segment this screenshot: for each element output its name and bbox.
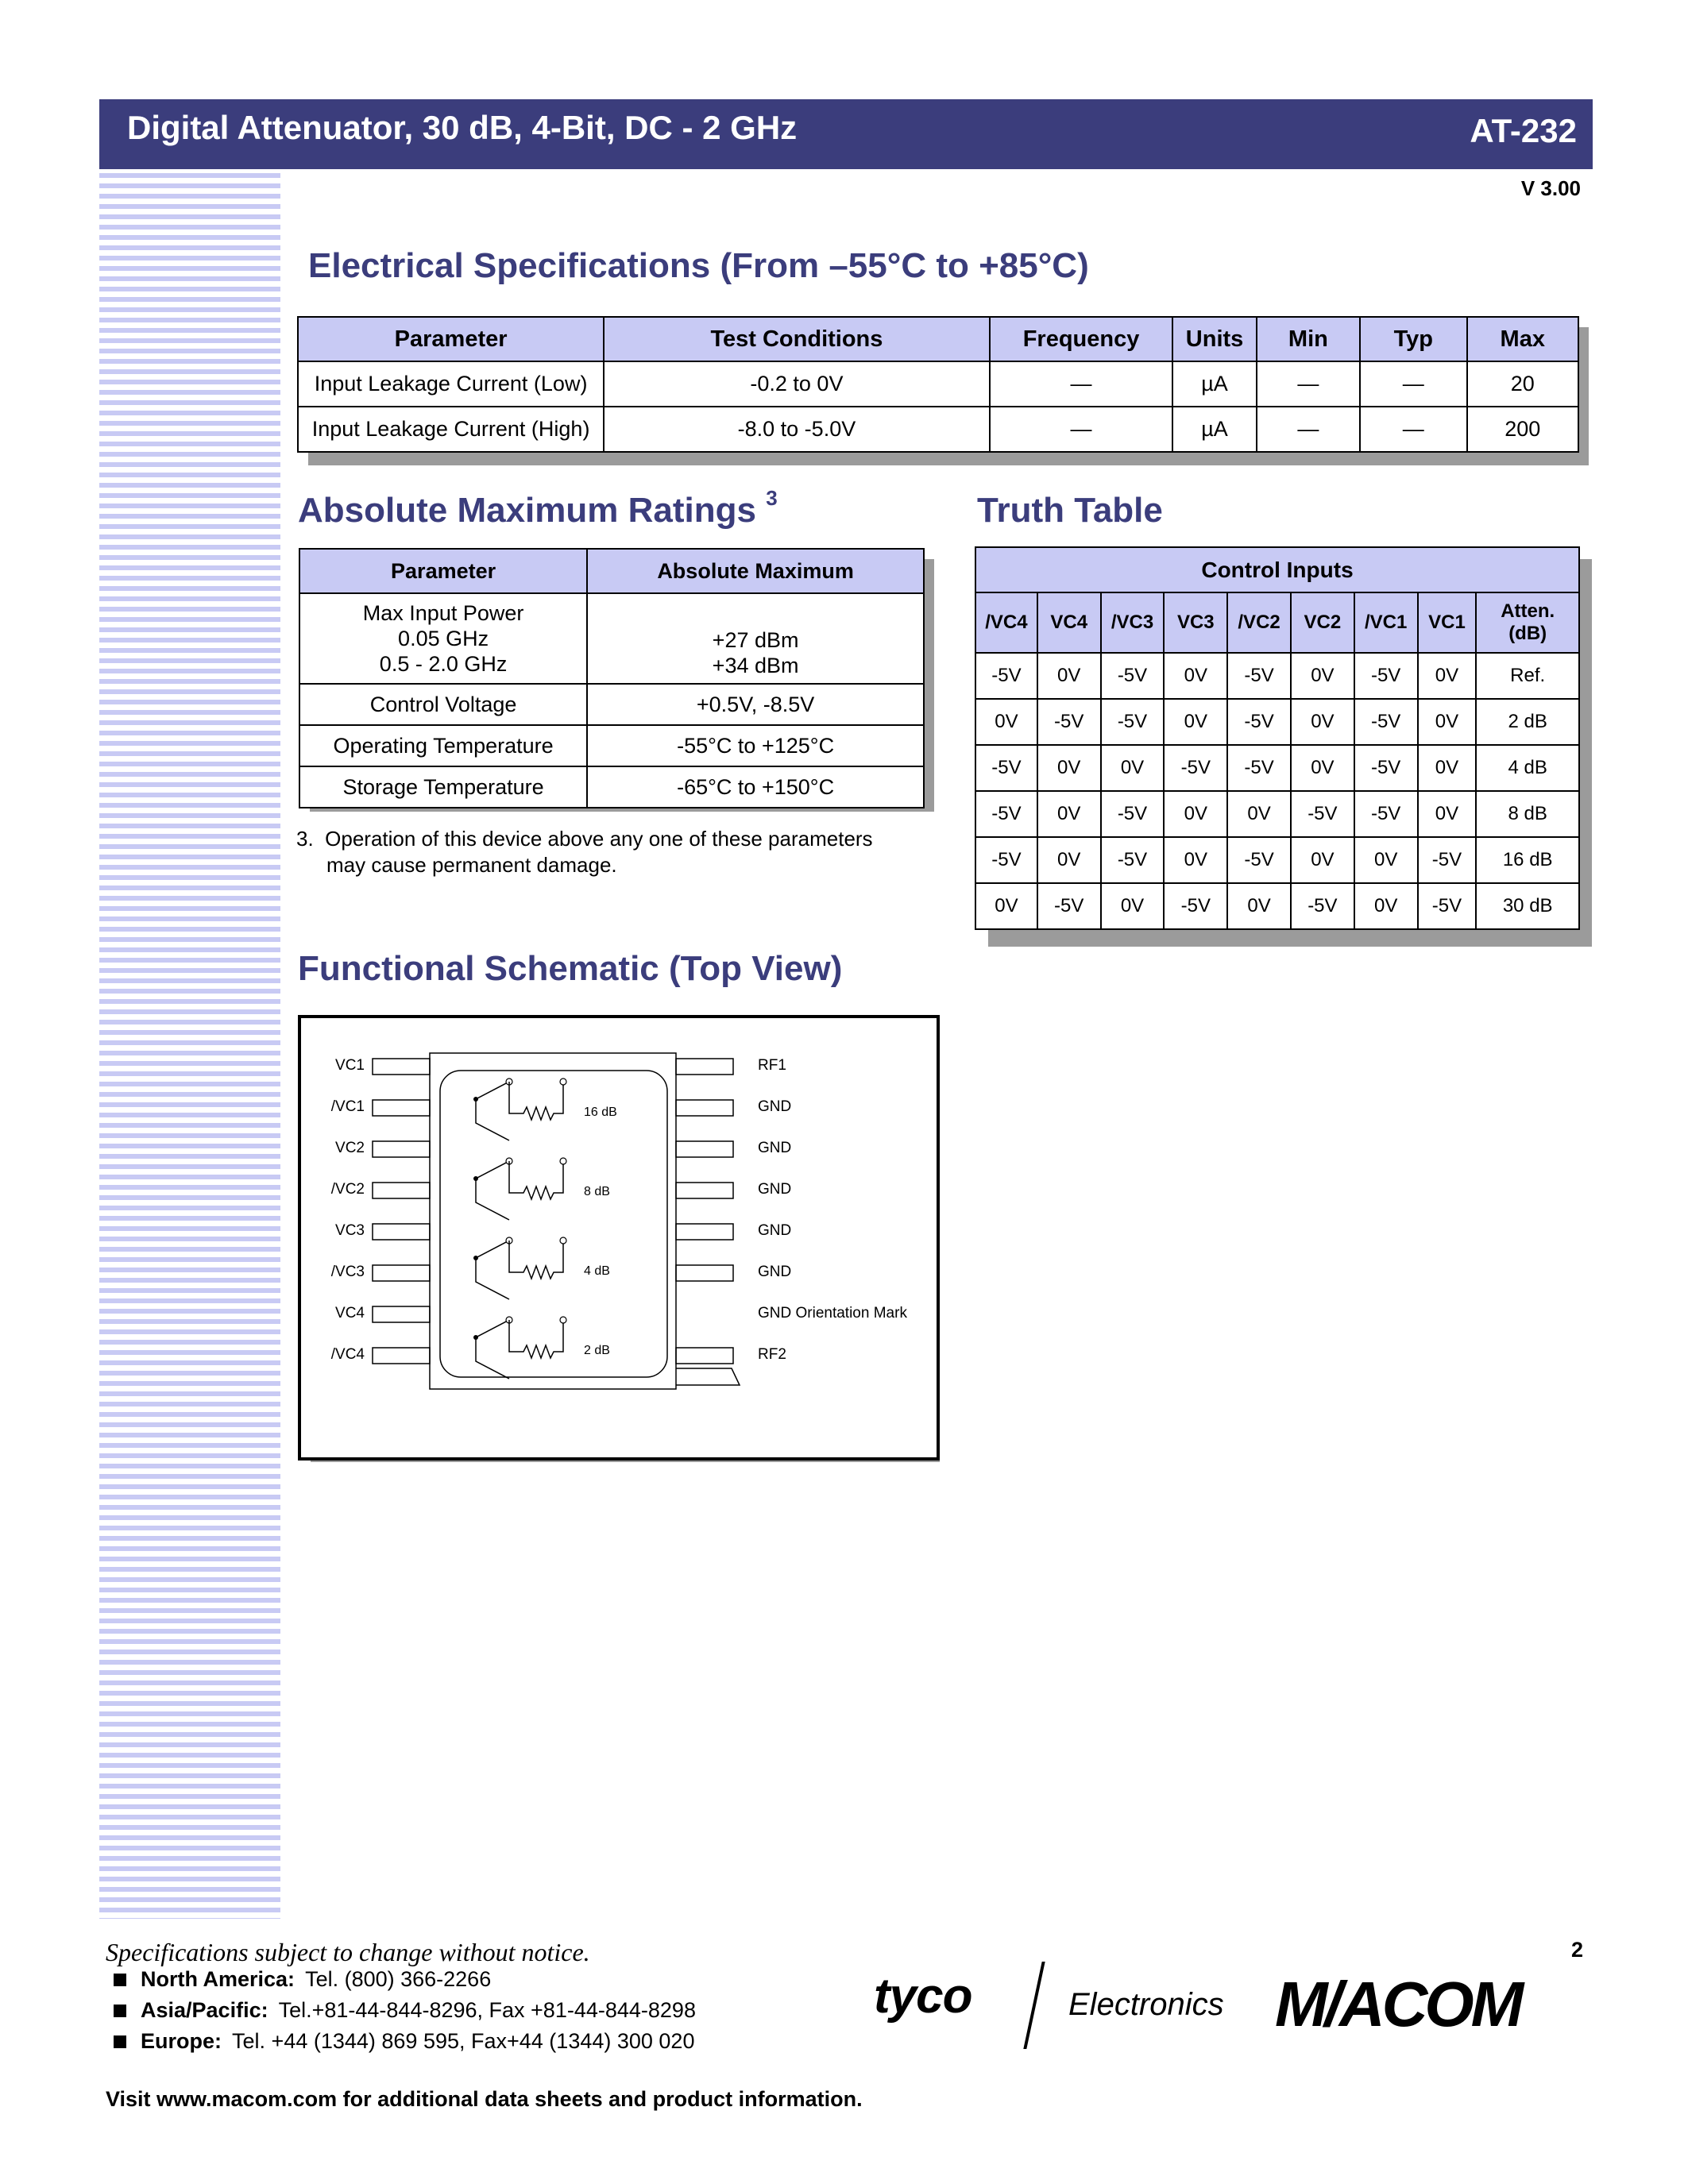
table-cell: 0V bbox=[1227, 883, 1291, 929]
table-cell: 4 dB bbox=[1476, 745, 1579, 791]
pin-pad bbox=[676, 1100, 733, 1116]
table-cell: 0V bbox=[1164, 837, 1227, 883]
table-cell: µA bbox=[1172, 407, 1256, 452]
pin-pad bbox=[373, 1183, 430, 1198]
functional-schematic bbox=[298, 1015, 940, 1461]
bullet-square-icon bbox=[114, 1974, 126, 1986]
table-cell: µA bbox=[1172, 361, 1256, 407]
pin-label: VC1 bbox=[335, 1057, 365, 1074]
pin-label: /VC2 bbox=[330, 1181, 365, 1198]
col-header: VC4 bbox=[1037, 592, 1101, 653]
table-cell: 0V bbox=[1037, 837, 1101, 883]
table-cell: -5V bbox=[1418, 837, 1477, 883]
switch-node bbox=[473, 1335, 478, 1340]
pin-pad bbox=[676, 1059, 733, 1075]
table-cell: -5V bbox=[1291, 791, 1354, 837]
page-number: 2 bbox=[1571, 1938, 1584, 1962]
switch-node bbox=[473, 1097, 478, 1102]
col-header: /VC3 bbox=[1101, 592, 1165, 653]
table-cell bbox=[299, 593, 587, 684]
table-cell: -5V bbox=[1101, 837, 1165, 883]
table-row bbox=[975, 699, 1579, 745]
table-cell: 30 dB bbox=[1476, 883, 1579, 929]
table-cell: -5V bbox=[1164, 745, 1227, 791]
table-cell: -5V bbox=[975, 745, 1037, 791]
table-row bbox=[299, 766, 924, 808]
table-cell: 0V bbox=[1418, 653, 1477, 699]
table-cell: 0V bbox=[1354, 837, 1418, 883]
pin-label: GND bbox=[758, 1140, 792, 1156]
table-cell: -5V bbox=[1227, 699, 1291, 745]
table-cell: Control Voltage bbox=[299, 684, 587, 725]
resistor-icon bbox=[509, 1082, 563, 1120]
pin-label: RF2 bbox=[758, 1346, 786, 1363]
contact-europe bbox=[114, 2029, 694, 2054]
atten-col-header bbox=[1476, 592, 1579, 653]
col-header: /VC4 bbox=[975, 592, 1037, 653]
left-pins bbox=[373, 1059, 430, 1364]
table-cell: 0V bbox=[1101, 883, 1165, 929]
table-cell: 0V bbox=[1291, 699, 1354, 745]
macom-logo: M/ACOM bbox=[1275, 1969, 1521, 2039]
tyco-logo: tyco bbox=[874, 1969, 972, 2024]
table-cell: -5V bbox=[1227, 837, 1291, 883]
table-cell: 2 dB bbox=[1476, 699, 1579, 745]
table-cell: -5V bbox=[1354, 653, 1418, 699]
truth-header-row bbox=[975, 592, 1579, 653]
table-cell: -5V bbox=[1227, 653, 1291, 699]
pin-pad bbox=[373, 1265, 430, 1281]
table-cell: -5V bbox=[1101, 699, 1165, 745]
table-cell: 0V bbox=[1418, 699, 1477, 745]
switch-path bbox=[476, 1320, 509, 1379]
pin-pad bbox=[676, 1224, 733, 1240]
col-header: Parameter bbox=[298, 317, 604, 361]
atten-header-line: Atten. bbox=[1501, 600, 1555, 622]
table-cell: 0V bbox=[975, 883, 1037, 929]
title-bar bbox=[99, 99, 1593, 169]
param-line: Max Input Power bbox=[362, 601, 524, 625]
switch-path bbox=[476, 1161, 509, 1220]
attenuator-stages bbox=[473, 1078, 566, 1379]
bullet-square-icon bbox=[114, 2005, 126, 2017]
electrical-specs-table bbox=[297, 316, 1579, 453]
resistor-icon bbox=[509, 1161, 563, 1199]
table-cell: -5V bbox=[1101, 653, 1165, 699]
table-cell: -5V bbox=[1227, 745, 1291, 791]
logo-divider bbox=[1023, 1962, 1045, 2049]
footnote-text: may cause permanent damage. bbox=[326, 853, 617, 877]
pin-label: GND Orientation Mark bbox=[758, 1305, 907, 1322]
table-cell: — bbox=[990, 407, 1173, 452]
switch-node bbox=[473, 1256, 478, 1260]
table-row bbox=[298, 361, 1578, 407]
contact-info: Tel. +44 (1344) 869 595, Fax+44 (1344) 300 020 bbox=[232, 2029, 695, 2053]
table-row bbox=[299, 593, 924, 684]
table-cell: -0.2 to 0V bbox=[604, 361, 990, 407]
electrical-specs-heading: Electrical Specifications (From –55°C to +85°C) bbox=[308, 246, 1089, 285]
table-cell: 16 dB bbox=[1476, 837, 1579, 883]
pin-label: GND bbox=[758, 1222, 792, 1239]
contact-region: North America: bbox=[141, 1967, 295, 1991]
notice-text: Specifications subject to change without notice. bbox=[106, 1938, 590, 1966]
stage-label: 16 dB bbox=[584, 1106, 617, 1119]
resistor-node bbox=[560, 1317, 566, 1323]
table-cell: 0V bbox=[1291, 653, 1354, 699]
part-number: AT-232 bbox=[1470, 112, 1577, 149]
footnote-text: Operation of this device above any one of these parameters bbox=[325, 827, 873, 851]
table-cell: -5V bbox=[1037, 699, 1101, 745]
pin-label: /VC3 bbox=[330, 1264, 365, 1280]
electronics-logo-text: Electronics bbox=[1068, 1987, 1224, 2022]
table-cell: Input Leakage Current (Low) bbox=[298, 361, 604, 407]
contact-info: Tel. (800) 366-2266 bbox=[305, 1967, 492, 1991]
bullet-square-icon bbox=[114, 2035, 126, 2048]
right-pins bbox=[676, 1059, 733, 1364]
table-cell: -8.0 to -5.0V bbox=[604, 407, 990, 452]
table-cell: 0V bbox=[1037, 745, 1101, 791]
table-cell: 0V bbox=[1101, 745, 1165, 791]
table-cell: 0V bbox=[1291, 837, 1354, 883]
table-cell: 20 bbox=[1467, 361, 1579, 407]
value-line: +34 dBm bbox=[712, 654, 799, 677]
table-row bbox=[298, 407, 1578, 452]
table-cell: — bbox=[990, 361, 1173, 407]
table-cell: 0V bbox=[1164, 653, 1227, 699]
truth-body bbox=[975, 653, 1579, 929]
table-cell: -5V bbox=[1354, 745, 1418, 791]
resistor-node bbox=[560, 1237, 566, 1244]
abs-max-heading-text: Absolute Maximum Ratings bbox=[298, 491, 756, 530]
table-cell: 0V bbox=[1164, 791, 1227, 837]
table-row bbox=[975, 791, 1579, 837]
table-cell: -5V bbox=[1418, 883, 1477, 929]
pin-label: GND bbox=[758, 1098, 792, 1115]
resistor-node bbox=[560, 1158, 566, 1164]
pin-pad bbox=[373, 1141, 430, 1157]
switch-path bbox=[476, 1241, 509, 1299]
visit-website-text: Visit www.macom.com for additional data sheets and product information. bbox=[106, 2087, 863, 2111]
table-cell: Input Leakage Current (High) bbox=[298, 407, 604, 452]
table-cell: 0V bbox=[1037, 791, 1101, 837]
col-header: Typ bbox=[1360, 317, 1466, 361]
table-row bbox=[299, 684, 924, 725]
pin-label: VC4 bbox=[335, 1305, 365, 1322]
table-cell: 8 dB bbox=[1476, 791, 1579, 837]
table-cell: — bbox=[1360, 361, 1466, 407]
pin-pad bbox=[676, 1348, 733, 1364]
pin-pad bbox=[373, 1306, 430, 1322]
pin-pad bbox=[676, 1265, 733, 1281]
table-cell: 0V bbox=[1227, 791, 1291, 837]
table-cell: -5V bbox=[1164, 883, 1227, 929]
table-cell: -55°C to +125°C bbox=[587, 725, 924, 766]
table-cell: Operating Temperature bbox=[299, 725, 587, 766]
pin-label: VC2 bbox=[335, 1140, 365, 1156]
table-cell: -65°C to +150°C bbox=[587, 766, 924, 808]
pin-label: GND bbox=[758, 1264, 792, 1280]
table-cell: -5V bbox=[1037, 883, 1101, 929]
pin-pad bbox=[373, 1348, 430, 1364]
param-line: 0.5 - 2.0 GHz bbox=[379, 652, 508, 676]
col-header: Test Conditions bbox=[604, 317, 990, 361]
pin-label: /VC4 bbox=[330, 1346, 365, 1363]
value-line: +27 dBm bbox=[712, 628, 799, 652]
table-cell: -5V bbox=[975, 791, 1037, 837]
table-row bbox=[975, 745, 1579, 791]
table-cell: — bbox=[1257, 407, 1360, 452]
stage-label: 4 dB bbox=[584, 1264, 610, 1278]
schematic-heading: Functional Schematic (Top View) bbox=[298, 949, 843, 988]
table-cell: 0V bbox=[1291, 745, 1354, 791]
table-cell: -5V bbox=[975, 653, 1037, 699]
resistor-node bbox=[560, 1078, 566, 1085]
col-header: Parameter bbox=[299, 549, 587, 593]
orientation-mark bbox=[676, 1368, 740, 1385]
table-cell: +0.5V, -8.5V bbox=[587, 684, 924, 725]
col-header: VC2 bbox=[1291, 592, 1354, 653]
pin-pad bbox=[373, 1224, 430, 1240]
table-cell: — bbox=[1360, 407, 1466, 452]
contact-region: Asia/Pacific: bbox=[141, 1998, 268, 2022]
stage-label: 8 dB bbox=[584, 1185, 610, 1198]
resistor-icon bbox=[509, 1241, 563, 1279]
table-cell: -5V bbox=[975, 837, 1037, 883]
contact-info: Tel.+81-44-844-8296, Fax +81-44-844-8298 bbox=[278, 1998, 696, 2022]
col-header: VC3 bbox=[1164, 592, 1227, 653]
table-row bbox=[299, 725, 924, 766]
switch-node bbox=[473, 1176, 478, 1181]
table-cell: Ref. bbox=[1476, 653, 1579, 699]
control-inputs-header: Control Inputs bbox=[975, 547, 1579, 592]
table-cell: 200 bbox=[1467, 407, 1579, 452]
col-header: VC1 bbox=[1418, 592, 1477, 653]
table-row bbox=[975, 653, 1579, 699]
package-outline bbox=[430, 1053, 676, 1389]
pin-label: RF1 bbox=[758, 1057, 786, 1074]
table-cell: 0V bbox=[1164, 699, 1227, 745]
contact-north-america bbox=[114, 1967, 491, 1992]
table-cell: 0V bbox=[1418, 745, 1477, 791]
schematic-drawing bbox=[301, 1018, 937, 1457]
table-cell: -5V bbox=[1101, 791, 1165, 837]
col-header: /VC2 bbox=[1227, 592, 1291, 653]
col-header: Absolute Maximum bbox=[587, 549, 924, 593]
table-row bbox=[975, 837, 1579, 883]
pin-pad bbox=[373, 1100, 430, 1116]
truth-table bbox=[975, 546, 1580, 930]
col-header: Frequency bbox=[990, 317, 1173, 361]
pin-label: GND bbox=[758, 1181, 792, 1198]
footnote bbox=[296, 826, 873, 878]
table-row bbox=[975, 883, 1579, 929]
table-cell: -5V bbox=[1291, 883, 1354, 929]
pin-label: /VC1 bbox=[330, 1098, 365, 1115]
switch-path bbox=[476, 1082, 509, 1140]
atten-header-line: (dB) bbox=[1508, 623, 1547, 644]
table-cell: 0V bbox=[975, 699, 1037, 745]
table-cell: 0V bbox=[1418, 791, 1477, 837]
footnote-number: 3. bbox=[296, 827, 314, 851]
truth-table-heading: Truth Table bbox=[977, 491, 1163, 530]
param-line: 0.05 GHz bbox=[398, 627, 489, 650]
contact-asia-pacific bbox=[114, 1998, 696, 2023]
abs-max-heading bbox=[298, 486, 778, 531]
table-cell: Storage Temperature bbox=[299, 766, 587, 808]
pin-pad bbox=[676, 1183, 733, 1198]
table-cell: 0V bbox=[1354, 883, 1418, 929]
pin-label: VC3 bbox=[335, 1222, 365, 1239]
document-title: Digital Attenuator, 30 dB, 4-Bit, DC - 2 GHz bbox=[127, 109, 798, 146]
col-header: /VC1 bbox=[1354, 592, 1418, 653]
footnote-marker: 3 bbox=[766, 486, 778, 510]
col-header: Max bbox=[1467, 317, 1579, 361]
table-cell: — bbox=[1257, 361, 1360, 407]
stage-label: 2 dB bbox=[584, 1344, 610, 1357]
die-outline bbox=[440, 1071, 667, 1377]
table-cell bbox=[587, 593, 924, 684]
version-label: V 3.00 bbox=[1520, 176, 1581, 200]
contact-region: Europe: bbox=[141, 2029, 222, 2053]
pin-pad bbox=[676, 1141, 733, 1157]
table-cell: -5V bbox=[1354, 791, 1418, 837]
col-header: Units bbox=[1172, 317, 1256, 361]
table-cell: -5V bbox=[1354, 699, 1418, 745]
table-cell: 0V bbox=[1037, 653, 1101, 699]
abs-max-table bbox=[299, 548, 925, 808]
pin-pad bbox=[373, 1059, 430, 1075]
col-header: Min bbox=[1257, 317, 1360, 361]
resistor-icon bbox=[509, 1320, 563, 1358]
decorative-stripe bbox=[99, 173, 280, 1919]
